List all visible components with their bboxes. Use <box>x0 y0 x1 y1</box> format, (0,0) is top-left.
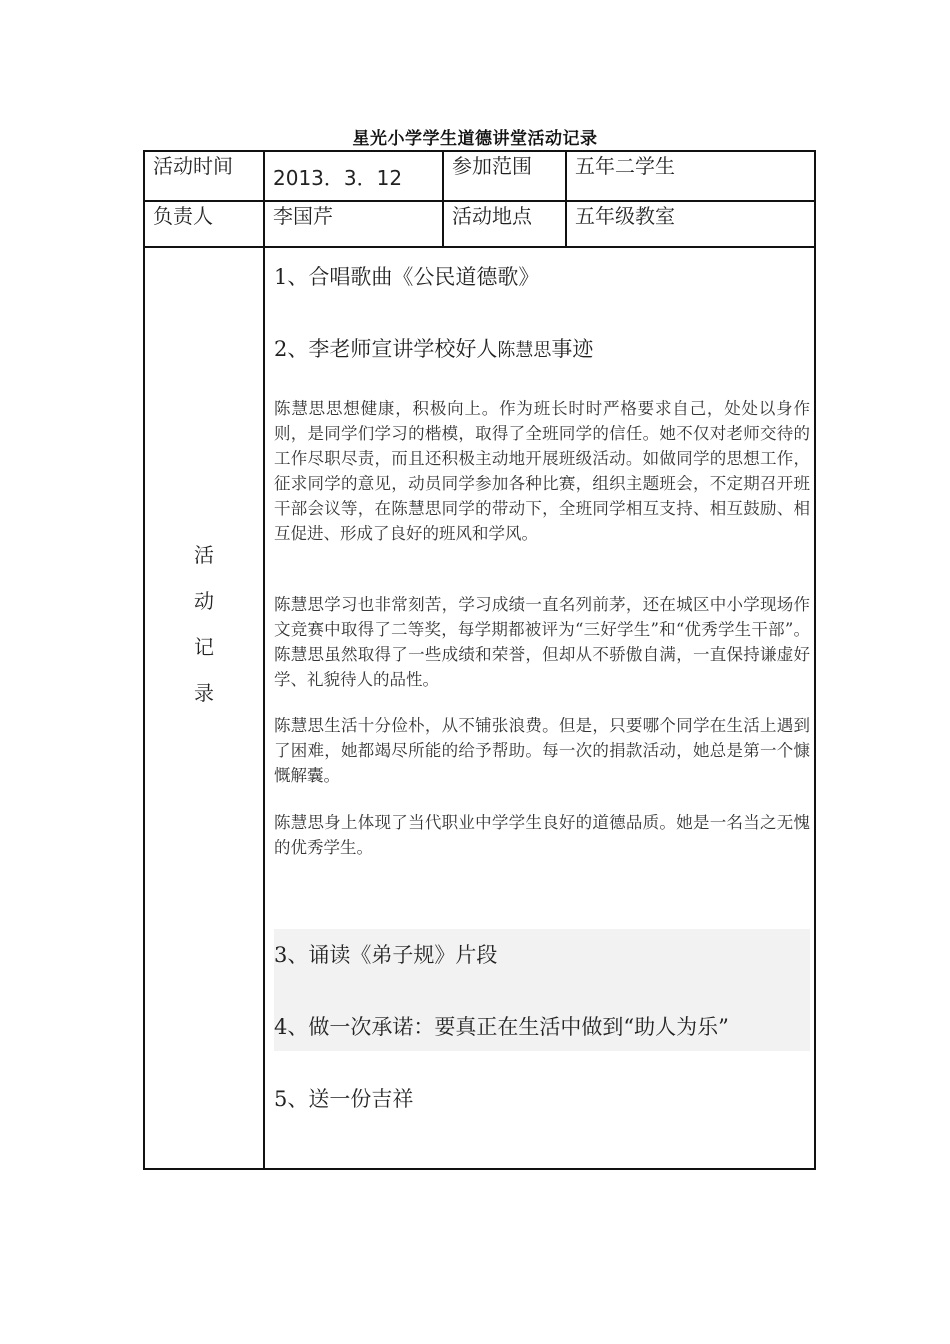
value-participants: 五年二学生 <box>575 154 675 178</box>
activity-content <box>274 152 810 1162</box>
agenda-item-2-name: 陈慧思 <box>497 340 552 361</box>
activity-record-label <box>145 532 263 716</box>
agenda-item-5: 5、送一份吉祥 <box>274 1087 414 1111</box>
value-location: 五年级教室 <box>575 204 675 228</box>
label-responsible-person: 负责人 <box>153 204 213 228</box>
agenda-item-2-tail: 事迹 <box>551 337 594 361</box>
label-participants: 参加范围 <box>452 154 532 178</box>
story-paragraph: 陈慧思学习也非常刻苦，学习成绩一直名列前茅，还在城区中小学现场作文竞赛中取得了二等奖，每学期都被评为“三好学生”和“优秀学生干部”。陈慧思虽然取得了一些成绩和荣誉，但却从不骄傲自满，一直保持谦虚好学、礼貌待人的品性。 <box>274 595 810 689</box>
value-activity-time: 2013．3．12 <box>273 166 403 190</box>
record-table <box>143 150 816 1170</box>
agenda-item-3: 3、诵读《弟子规》片段 <box>274 943 498 967</box>
record-label-char: 录 <box>194 681 214 705</box>
story-paragraph: 陈慧思身上体现了当代职业中学学生良好的道德品质。她是一名当之无愧的优秀学生。 <box>274 813 810 857</box>
document-title: 星光小学学生道德讲堂活动记录 <box>352 129 598 149</box>
agenda-item-2 <box>274 336 593 364</box>
label-activity-time: 活动时间 <box>153 154 233 178</box>
story-paragraph: 陈慧思思想健康，积极向上。作为班长时时严格要求自己，处处以身作则，是同学们学习的楷模，取得了全班同学的信任。她不仅对老师交待的工作尽职尽责，而且还积极主动地开展班级活动。如做同学的思想工作，征求同学的意见，动员同学参加各种比赛，组织主题班会，不定期召开班干部会议等，在陈慧思同学的带动下，全班同学相互支持、相互鼓励、相互促进、形成了良好的班风和学风。 <box>274 399 810 543</box>
agenda-item-2-text: 2、李老师宣讲学校好人 <box>274 337 498 361</box>
agenda-item-1: 1、合唱歌曲《公民道德歌》 <box>274 265 540 289</box>
story-paragraph: 陈慧思生活十分俭朴，从不铺张浪费。但是，只要哪个同学在生活上遇到了困难，她都竭尽所能的给予帮助。每一次的捐款活动，她总是第一个慷慨解囊。 <box>274 716 810 785</box>
record-label-char: 记 <box>194 635 214 659</box>
record-label-char: 活 <box>194 543 214 567</box>
label-location: 活动地点 <box>452 204 532 228</box>
record-label-char: 动 <box>194 589 214 613</box>
agenda-item-4: 4、做一次承诺：要真正在生活中做到“助人为乐” <box>274 1015 729 1039</box>
value-responsible-person: 李国芹 <box>273 204 333 228</box>
column-divider <box>263 152 265 1168</box>
